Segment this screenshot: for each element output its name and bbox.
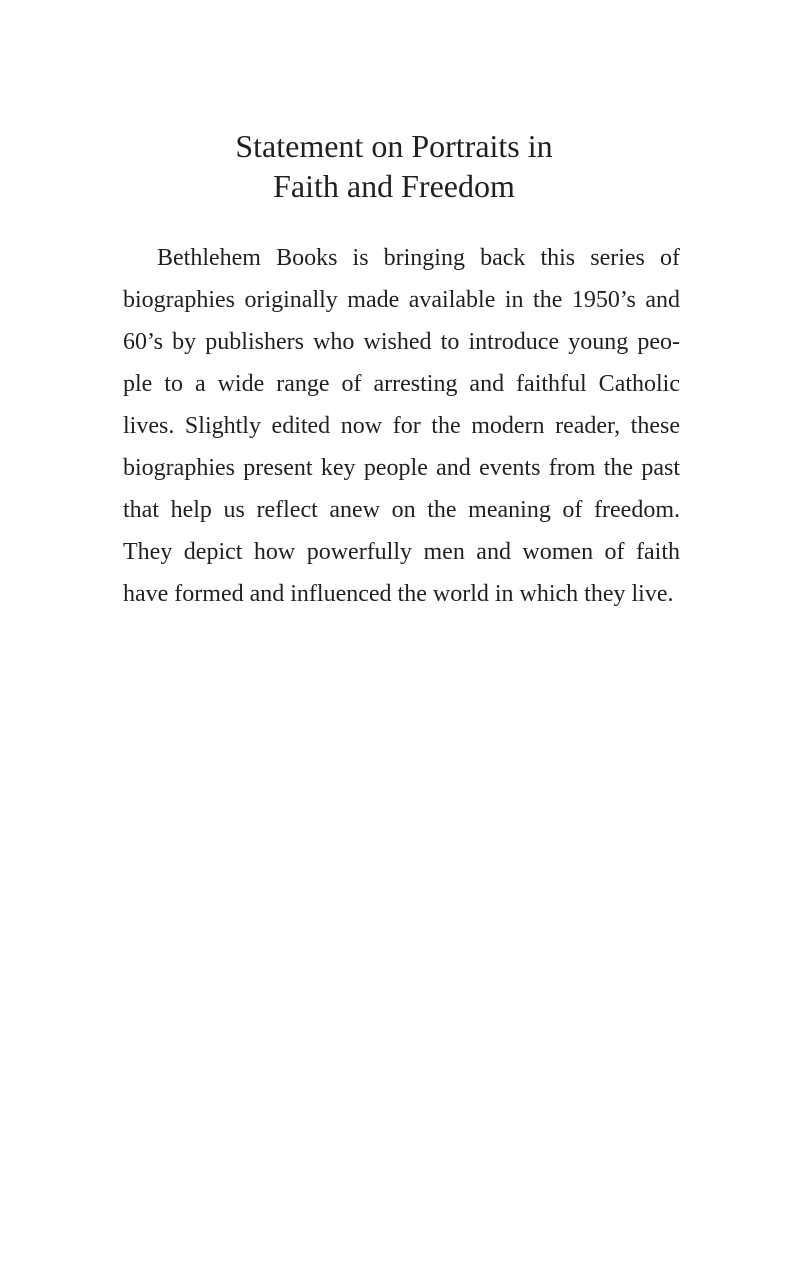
page-title-line-2: Faith and Freedom xyxy=(273,168,515,204)
body-text-line: ple to a wide range of arresting and faithful Catholic xyxy=(123,371,680,397)
body-text-line: that help us reflect anew on the meaning of freedom. xyxy=(123,497,680,523)
body-text-line: Bethlehem Books is bringing back this series of xyxy=(157,245,680,271)
body-text-line: biographies present key people and events from the past xyxy=(123,455,680,481)
page-title-line-1: Statement on Portraits in xyxy=(235,128,553,164)
body-text-line: lives. Slightly edited now for the modern reader, these xyxy=(123,413,680,439)
body-text-line: They depict how powerfully men and women of faith xyxy=(123,539,680,565)
body-text-line: biographies originally made available in the 1950’s and xyxy=(123,287,680,313)
body-text-line: have formed and influenced the world in which they live. xyxy=(123,581,674,607)
body-text-line: 60’s by publishers who wished to introduce young peo- xyxy=(123,329,680,355)
